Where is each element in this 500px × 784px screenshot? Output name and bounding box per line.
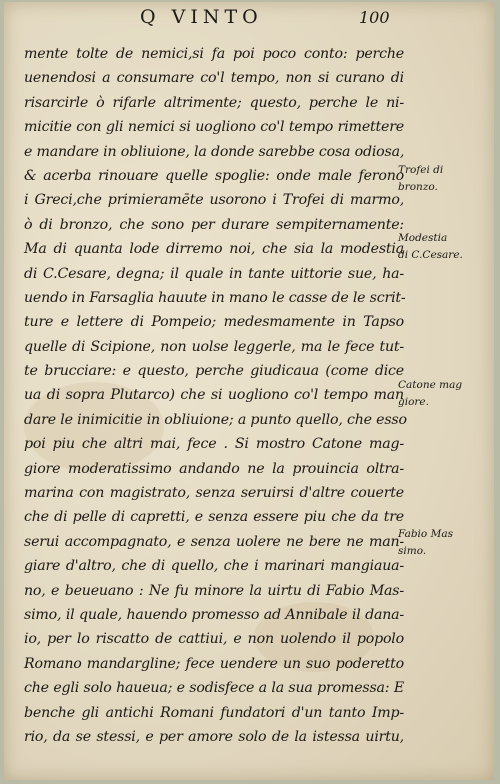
- text-line: io, per lo riscatto de cattiui, e non uolendo il popolo: [24, 631, 404, 648]
- text-line: di C.Cesare, degna; il quale in tante uittorie sue, ha-: [24, 265, 404, 282]
- text-line: quelle di Scipione, non uolse leggerle, ma le fece tut-: [24, 338, 404, 355]
- text-line: rio, da se stessi, e per amore solo de la istessa uirtu,: [24, 728, 404, 745]
- margin-note-line: bronzo.: [398, 181, 438, 193]
- margin-note-trofei: [398, 162, 443, 196]
- text-line: simo, il quale, hauendo promesso ad Annibale il dana-: [24, 606, 404, 623]
- text-line: giore moderatissimo andando ne la prouincia oltra-: [24, 460, 404, 477]
- text-line: dare le inimicitie in obliuione; a punto quello, che esso: [24, 411, 407, 428]
- text-line: no, e beueuano : Ne fu minore la uirtu di Fabio Mas-: [24, 582, 404, 599]
- book-page: [4, 2, 494, 780]
- page-header: [4, 6, 494, 36]
- margin-note-line: Fabio Mas: [398, 528, 453, 540]
- text-line: micitie con gli nemici si uogliono co'l tempo rimettere: [24, 119, 404, 136]
- text-line: poi piu che altri mai, fece . Si mostro Catone mag-: [24, 436, 404, 453]
- text-line: marina con magistrato, senza seruirsi d'altre couerte: [24, 485, 404, 502]
- text-line: te brucciare: e questo, perche giudicaua (come dice: [24, 363, 404, 380]
- text-line: e mandare in obliuione, la donde sarebbe cosa odiosa,: [24, 143, 405, 160]
- text-line: i Greci,che primieramēte usorono i Trofei di marmo,: [24, 192, 404, 209]
- text-line: che egli solo haueua; e sodisfece a la sua promessa: E: [24, 680, 404, 697]
- text-line: ò di bronzo, che sono per durare sempiternamente:: [24, 216, 404, 233]
- margin-note-line: simo.: [398, 545, 427, 557]
- margin-note-line: giore.: [398, 396, 429, 408]
- text-line: serui accompagnato, e senza uolere ne bere ne man-: [24, 533, 404, 550]
- text-line: & acerba rinouare quelle spoglie: onde male ferono: [24, 167, 404, 184]
- text-line: mente tolte de nemici,si fa poi poco conto: perche: [24, 46, 404, 62]
- text-line: uendo in Farsaglia hauute in mano le casse de le scrit-: [24, 289, 406, 306]
- text-line: Romano mandargline; fece uendere un suo poderetto: [24, 655, 404, 672]
- margin-note-fabio: [398, 526, 453, 560]
- text-line: giare d'altro, che di quello, che i marinari mangiaua-: [24, 558, 404, 575]
- text-line: uenendosi a consumare co'l tempo, non si curano di: [24, 70, 404, 87]
- page-number: 100: [359, 8, 390, 27]
- body-text: [24, 42, 407, 749]
- text-line: benche gli antichi Romani fundatori d'un tanto Imp-: [24, 704, 404, 721]
- margin-note-line: Catone mag: [398, 379, 463, 391]
- text-line: che di pelle di capretti, e senza essere piu che da tre: [24, 509, 404, 526]
- margin-note-line: di C.Cesare.: [398, 249, 463, 261]
- text-line: risarcirle ò rifarle altrimente; questo, perche le ni-: [24, 94, 404, 111]
- margin-note-catone: [398, 377, 462, 411]
- running-head: Q VINTO: [140, 6, 263, 28]
- margin-note-cesare: [398, 230, 463, 264]
- text-line: Ma di quanta lode dirremo noi, che sia la modestia: [24, 241, 404, 258]
- text-line: ua di sopra Plutarco) che si uogliono co'l tempo man: [24, 387, 404, 404]
- margin-note-line: Trofei di: [398, 164, 444, 176]
- text-line: ture e lettere di Pompeio; medesmamente in Tapso: [24, 314, 404, 331]
- margin-note-line: Modestia: [398, 232, 448, 244]
